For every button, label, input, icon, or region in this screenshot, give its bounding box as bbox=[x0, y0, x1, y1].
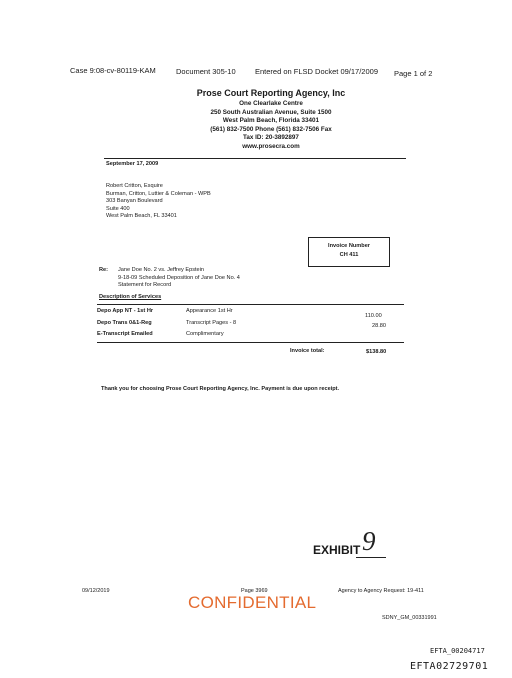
address-line: (561) 832-7500 Phone (561) 832-7506 Fax bbox=[210, 125, 332, 133]
item-amount: 28.80 bbox=[372, 323, 386, 329]
total-label: Invoice total: bbox=[290, 348, 325, 354]
services-divider bbox=[97, 304, 404, 305]
agency-address bbox=[0, 100, 512, 152]
re-line: Jane Doe No. 2 vs. Jeffrey Epstein bbox=[118, 267, 205, 273]
re-block bbox=[118, 267, 240, 290]
bill-to-address bbox=[106, 183, 211, 221]
agency-name: Prose Court Reporting Agency, Inc bbox=[196, 88, 346, 98]
item-code: Depo Trans 0&1-Reg bbox=[97, 320, 152, 326]
page-indicator: Page 1 of 2 bbox=[394, 69, 433, 78]
item-description: Complimentary bbox=[186, 331, 224, 337]
bill-to-line: 303 Banyan Boulevard bbox=[106, 198, 163, 205]
services-heading: Description of Services bbox=[99, 294, 162, 300]
header-divider bbox=[104, 158, 406, 159]
item-code: Depo App NT - 1st Hr bbox=[97, 308, 154, 314]
address-line: Tax ID: 20-3892897 bbox=[243, 134, 299, 142]
address-line: 250 South Australian Avenue, Suite 1500 bbox=[210, 108, 332, 116]
table-row bbox=[97, 308, 153, 316]
address-line: West Palm Beach, Florida 33401 bbox=[222, 117, 320, 125]
total-value: $138.80 bbox=[366, 349, 387, 355]
invoice-number-label: Invoice Number bbox=[328, 243, 370, 249]
address-line: www.prosecra.com bbox=[242, 142, 300, 150]
bill-to-line: West Palm Beach, FL 33401 bbox=[106, 213, 177, 220]
item-description: Appearance 1st Hr bbox=[186, 308, 233, 314]
case-number: Case 9:08-cv-80119-KAM bbox=[70, 66, 156, 75]
docket-entry: Entered on FLSD Docket 09/17/2009 bbox=[255, 67, 378, 76]
footer-request: Agency to Agency Request: 19-411 bbox=[338, 588, 424, 594]
re-line: 9-18-09 Scheduled Deposition of Jane Doe No. 4 bbox=[118, 274, 240, 281]
table-row bbox=[97, 331, 153, 339]
re-label: Re: bbox=[99, 267, 109, 273]
exhibit-underline bbox=[356, 557, 386, 558]
thank-you-note: Thank you for choosing Prose Court Reporting Agency, Inc. Payment is due upon receipt. bbox=[101, 386, 340, 392]
invoice-number-value: CH 411 bbox=[339, 252, 359, 258]
re-line: Statement for Record bbox=[118, 282, 172, 289]
efta-bates-small: EFTA_00204717 bbox=[430, 647, 485, 655]
footer-page: Page 3969 bbox=[241, 588, 268, 594]
footer-date: 09/12/2019 bbox=[82, 588, 110, 594]
invoice-date: September 17, 2009 bbox=[106, 161, 159, 167]
bill-to-line: Suite 400 bbox=[106, 205, 130, 212]
confidential-stamp: CONFIDENTIAL bbox=[188, 593, 317, 612]
efta-bates-large: EFTA02729701 bbox=[410, 661, 489, 672]
item-description: Transcript Pages - 8 bbox=[186, 320, 237, 326]
document-number: Document 305-10 bbox=[176, 67, 236, 76]
item-amount: 110.00 bbox=[365, 313, 382, 319]
bill-to-line: Burman, Critton, Luttier & Coleman - WPB bbox=[106, 190, 211, 197]
bill-to-line: Robert Critton, Esquire bbox=[106, 183, 163, 189]
total-divider bbox=[97, 342, 404, 343]
exhibit-label: EXHIBIT bbox=[313, 543, 361, 557]
sdny-bates: SDNY_GM_00331991 bbox=[382, 615, 437, 621]
item-code: E-Transcript Emailed bbox=[97, 331, 153, 337]
address-line: One Clearlake Centre bbox=[239, 100, 303, 107]
exhibit-number: 9 bbox=[362, 526, 376, 556]
table-row bbox=[97, 320, 152, 328]
